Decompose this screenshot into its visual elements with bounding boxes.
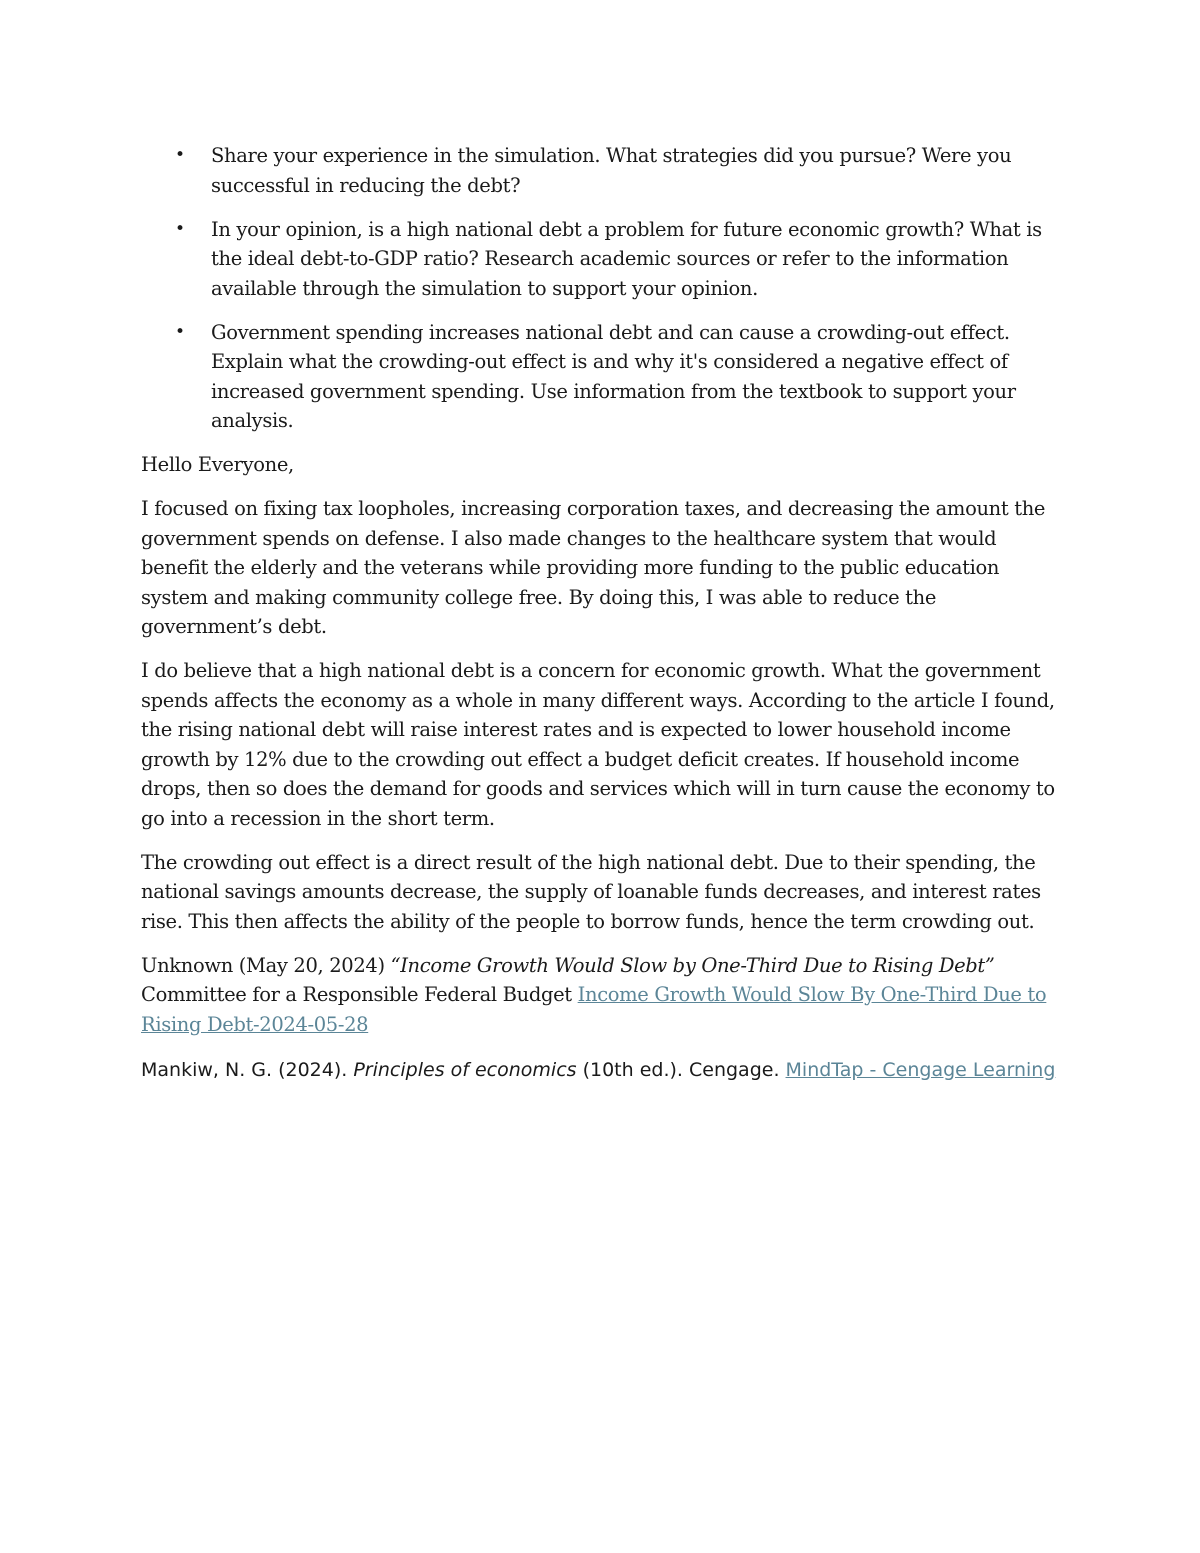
body-paragraph: I focused on fixing tax loopholes, increasing corporation taxes, and decreasing the amount the government spends on defense. I also made changes to the healthcare system that would benefit the elderly and the veterans while providing more funding to the public education system and making community college free. By doing this, I was able to reduce the government’s debt. — [141, 497, 1046, 638]
body-paragraph: I do believe that a high national debt is a concern for economic growth. What the government spends affects the economy as a whole in many different ways. According to the article I found, the rising national debt will raise interest rates and is expected to lower household income growth by 12% due to the crowding out effect a budget deficit creates. If household income drops, then so does the demand for goods and services which will in turn cause the economy to go into a recession in the short term. — [141, 659, 1055, 830]
prompt-item — [141, 141, 1066, 200]
reference-author-date: Mankiw, N. G. (2024). — [141, 1059, 354, 1081]
greeting: Hello Everyone, — [141, 453, 294, 476]
prompt-text: Share your experience in the simulation. What strategies did you pursue? Were you successful in reducing the debt? — [211, 144, 1012, 197]
prompt-item — [141, 215, 1066, 304]
prompt-list — [141, 141, 1066, 436]
reference-edition: (10th ed.). Cengage. — [576, 1059, 786, 1081]
reference-textbook-link[interactable]: MindTap - Cengage Learning — [785, 1059, 1056, 1081]
reference-article — [141, 951, 1066, 1040]
prompt-text: Government spending increases national debt and can cause a crowding-out effect. Explain what the crowding-out effect is and why it's considered a negative effect of increased government spending. Use information from the textbook to support your analysis. — [211, 320, 1016, 432]
bullet-icon: • — [175, 321, 185, 342]
reference-article-link[interactable]: Income Growth Would Slow By One-Third Due to Rising Debt-2024-05-28 — [141, 983, 1047, 1036]
reference-title: Principles of economics — [353, 1059, 577, 1081]
prompt-item — [141, 318, 1066, 436]
body-paragraph: The crowding out effect is a direct result of the high national debt. Due to their spending, the national savings amounts decrease, the supply of loanable funds decreases, and interest rates rise. This then affects the ability of the people to borrow funds, hence the term crowding out. — [141, 850, 1041, 933]
reference-textbook — [141, 1057, 1066, 1084]
reference-author-date: Unknown (May 20, 2024) — [141, 953, 391, 977]
bullet-icon: • — [175, 145, 185, 165]
document-page — [141, 141, 1066, 1099]
prompt-text: In your opinion, is a high national debt a problem for future economic growth? What is the ideal debt-to-GDP ratio? Research academic sources or refer to the information available through the simulation to support your opinion. — [211, 217, 1042, 300]
reference-title: “Income Growth Would Slow by One-Third Due to Rising Debt” — [390, 953, 995, 977]
reference-publisher: Committee for a Responsible Federal Budget — [141, 983, 578, 1006]
bullet-icon: • — [175, 218, 185, 239]
